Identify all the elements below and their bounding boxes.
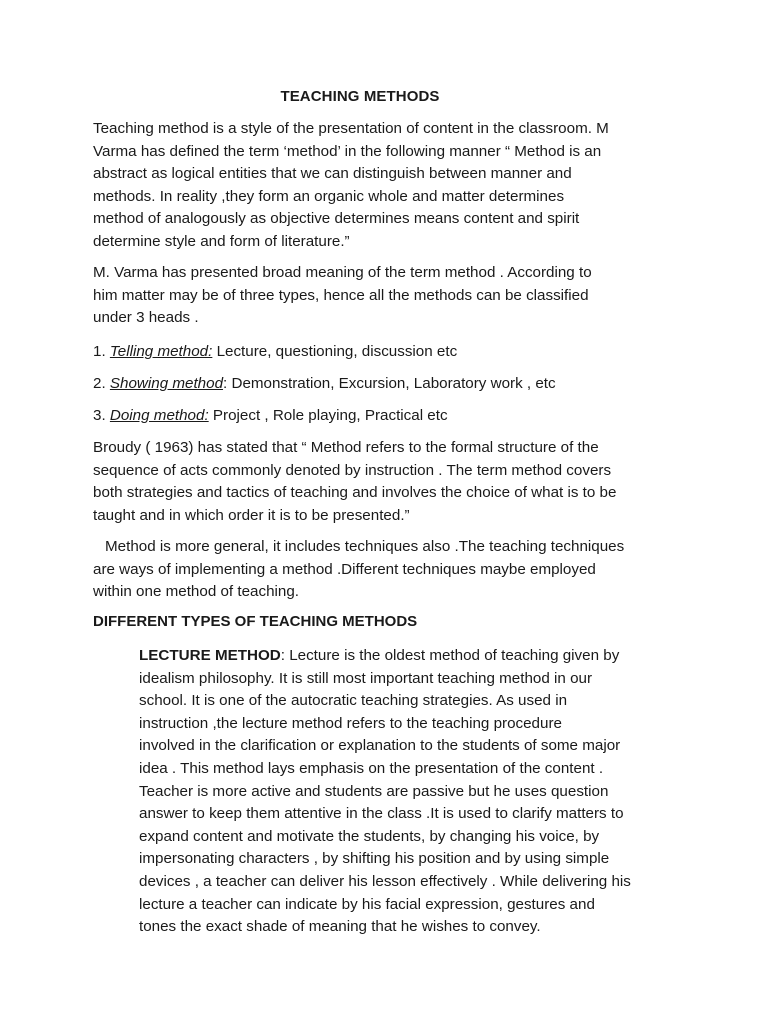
text-line: within one method of teaching. xyxy=(93,583,300,601)
text-line: tones the exact shade of meaning that he wishes to convey. xyxy=(139,918,541,936)
text-line: Varma has defined the term ‘method’ in the following manner “ Method is an xyxy=(93,142,602,160)
text-line: devices , a teacher can deliver his lesson effectively . While delivering his xyxy=(139,872,631,890)
method-description: : Demonstration, Excursion, Laboratory work , etc xyxy=(223,375,556,392)
text-line: Broudy ( 1963) has stated that “ Method refers to the formal structure of the xyxy=(93,439,599,456)
lecture-first-line: : Lecture is the oldest method of teaching given by xyxy=(280,647,620,664)
method-term: Showing method xyxy=(109,375,224,392)
text-line: are ways of implementing a method .Different techniques maybe employed xyxy=(93,560,596,578)
method-number: 2. xyxy=(93,375,110,392)
broudy-paragraph xyxy=(93,437,673,527)
intro-paragraph xyxy=(93,118,673,254)
text-line: Teaching method is a style of the presentation of content in the classroom. M xyxy=(93,120,609,137)
text-line: under 3 heads . xyxy=(93,309,199,327)
text-line: M. Varma has presented broad meaning of the term method . According to xyxy=(93,264,592,281)
text-line: him matter may be of three types, hence all the methods can be classified xyxy=(93,286,589,304)
method-term: Doing method: xyxy=(109,407,209,424)
text-line: method of analogously as objective determines means content and spirit xyxy=(93,210,580,228)
method-item-doing xyxy=(93,405,693,427)
text-line: both strategies and tactics of teaching and involves the choice of what is to be xyxy=(93,484,617,502)
method-general-paragraph xyxy=(93,536,673,604)
text-line: involved in the clarification or explanation to the students of some major xyxy=(139,737,621,755)
page-title: TEACHING METHODS xyxy=(280,88,440,105)
text-line xyxy=(139,645,699,668)
text-line: expand content and motivate the students, by changing his voice, by xyxy=(139,827,600,845)
method-item-telling xyxy=(93,341,693,363)
text-line: answer to keep them attentive in the class .It is used to clarify matters to xyxy=(139,805,624,823)
text-line: Teacher is more active and students are passive but he uses question xyxy=(139,782,609,800)
text-line: instruction ,the lecture method refers to the teaching procedure xyxy=(139,714,562,732)
method-number: 1. xyxy=(93,343,110,360)
text-line: impersonating characters , by shifting his position and by using simple xyxy=(139,850,610,868)
text-line: school. It is one of the autocratic teaching strategies. As used in xyxy=(139,692,568,710)
text-line: idealism philosophy. It is still most important teaching method in our xyxy=(139,669,593,687)
method-description: Lecture, questioning, discussion etc xyxy=(212,343,458,360)
lecture-method-label: LECTURE METHOD xyxy=(139,647,281,664)
text-line: lecture a teacher can indicate by his facial expression, gestures and xyxy=(139,895,595,913)
text-line: methods. In reality ,they form an organic whole and matter determines xyxy=(93,187,565,205)
method-term: Telling method: xyxy=(109,343,213,360)
section-heading: DIFFERENT TYPES OF TEACHING METHODS xyxy=(93,613,418,630)
varma-paragraph xyxy=(93,262,673,330)
method-description: Project , Role playing, Practical etc xyxy=(208,407,448,424)
lecture-method-paragraph xyxy=(139,645,699,939)
method-item-showing xyxy=(93,373,693,395)
text-line: abstract as logical entities that we can distinguish between manner and xyxy=(93,165,572,183)
text-line: sequence of acts commonly denoted by instruction . The term method covers xyxy=(93,461,612,479)
text-line: determine style and form of literature.” xyxy=(93,232,350,250)
method-number: 3. xyxy=(93,407,110,424)
text-line: Method is more general, it includes techniques also .The teaching techniques xyxy=(105,538,625,555)
text-line: idea . This method lays emphasis on the presentation of the content . xyxy=(139,759,604,777)
text-line: taught and in which order it is to be presented.” xyxy=(93,506,410,524)
